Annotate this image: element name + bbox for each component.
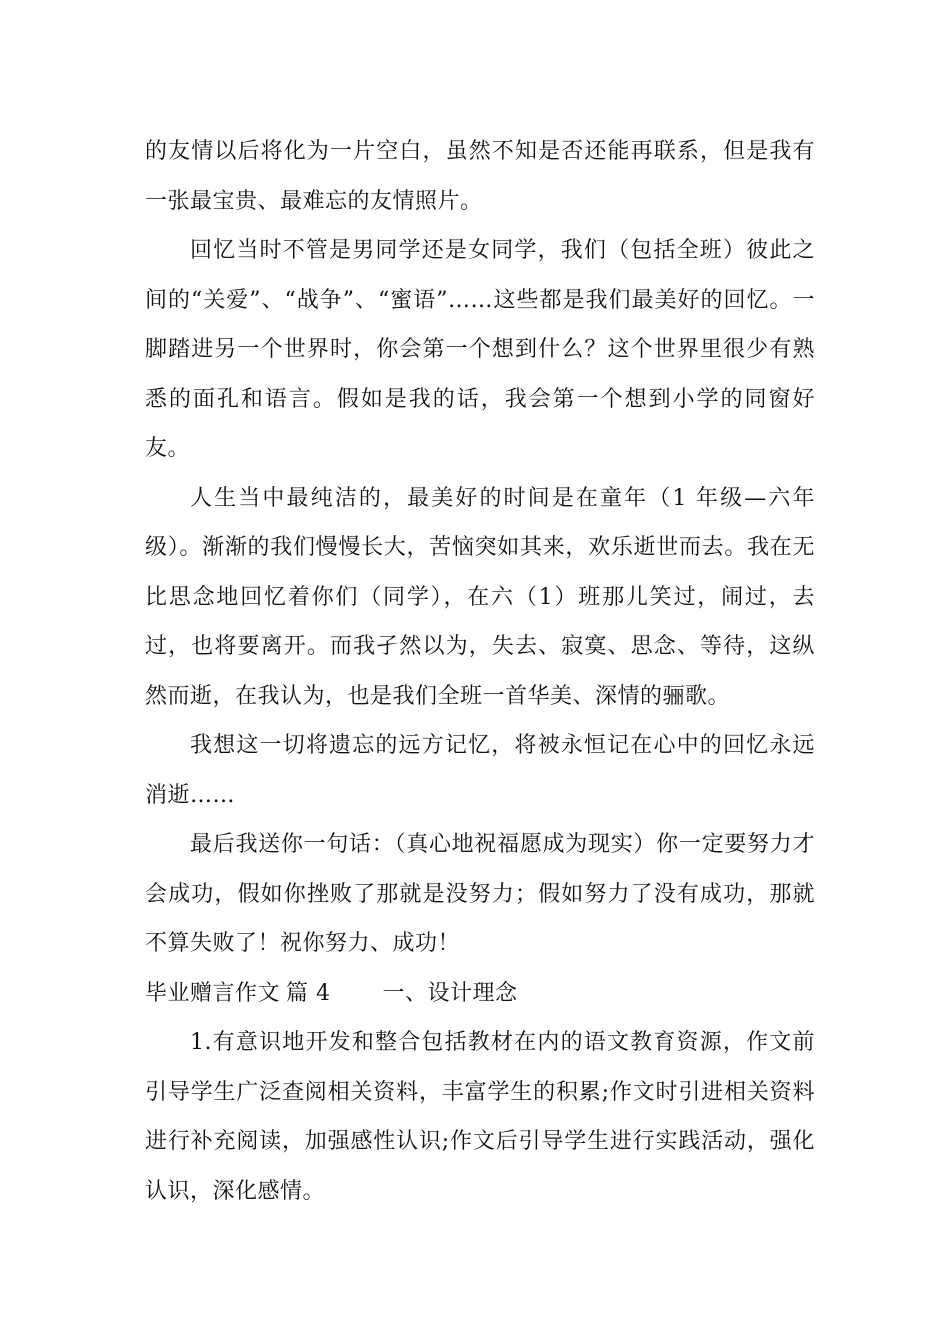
paragraph-design-item-1: 1.有意识地开发和整合包括教材在内的语文教育资源，作文前引导学生广泛查阅相关资料，丰富学生的积累;作文时引进相关资料进行补充阅读，加强感性认识;作文后引导学生进行实践活动，强化认识，深化感情。: [145, 1030, 815, 1204]
paragraph-forgetting: 我想这一切将遗忘的远方记忆，将被永恒记在心中的回忆永远消逝……: [145, 733, 815, 808]
section-number: 篇 4: [286, 980, 331, 1006]
paragraph-memories: 回忆当时不管是男同学还是女同学，我们（包括全班）彼此之间的“关爱”、“战争”、“蜜语”……这些都是我们最美好的回忆。一脚踏进另一个世界时，你会第一个想到什么？这个世界里很少有熟悉的面孔和语言。假如是我的话，我会第一个想到小学的同窗好友。: [145, 238, 815, 461]
section-subtitle: 一、设计理念: [382, 980, 518, 1006]
document-body: [145, 127, 815, 1216]
paragraph-final-words: 最后我送你一句话：（真心地祝福愿成为现实）你一定要努力才会成功，假如你挫败了那就是没努力；假如努力了没有成功，那就不算失败了！祝你努力、成功！: [145, 832, 815, 956]
section-heading: [145, 969, 815, 1019]
section-title: 毕业赠言作文: [145, 980, 281, 1006]
paragraph-childhood: 人生当中最纯洁的，最美好的时间是在童年（1 年级—六年级）。渐渐的我们慢慢长大，苦恼突如其来，欢乐逝世而去。我在无比思念地回忆着你们（同学），在六（1）班那儿笑过，闹过，去过，也将要离开。而我孑然以为，失去、寂寞、思念、等待，这纵然而逝，在我认为，也是我们全班一首华美、深情的骊歌。: [145, 485, 815, 709]
paragraph-continuation: 的友情以后将化为一片空白，虽然不知是否还能再联系，但是我有一张最宝贵、最难忘的友情照片。: [145, 139, 815, 214]
